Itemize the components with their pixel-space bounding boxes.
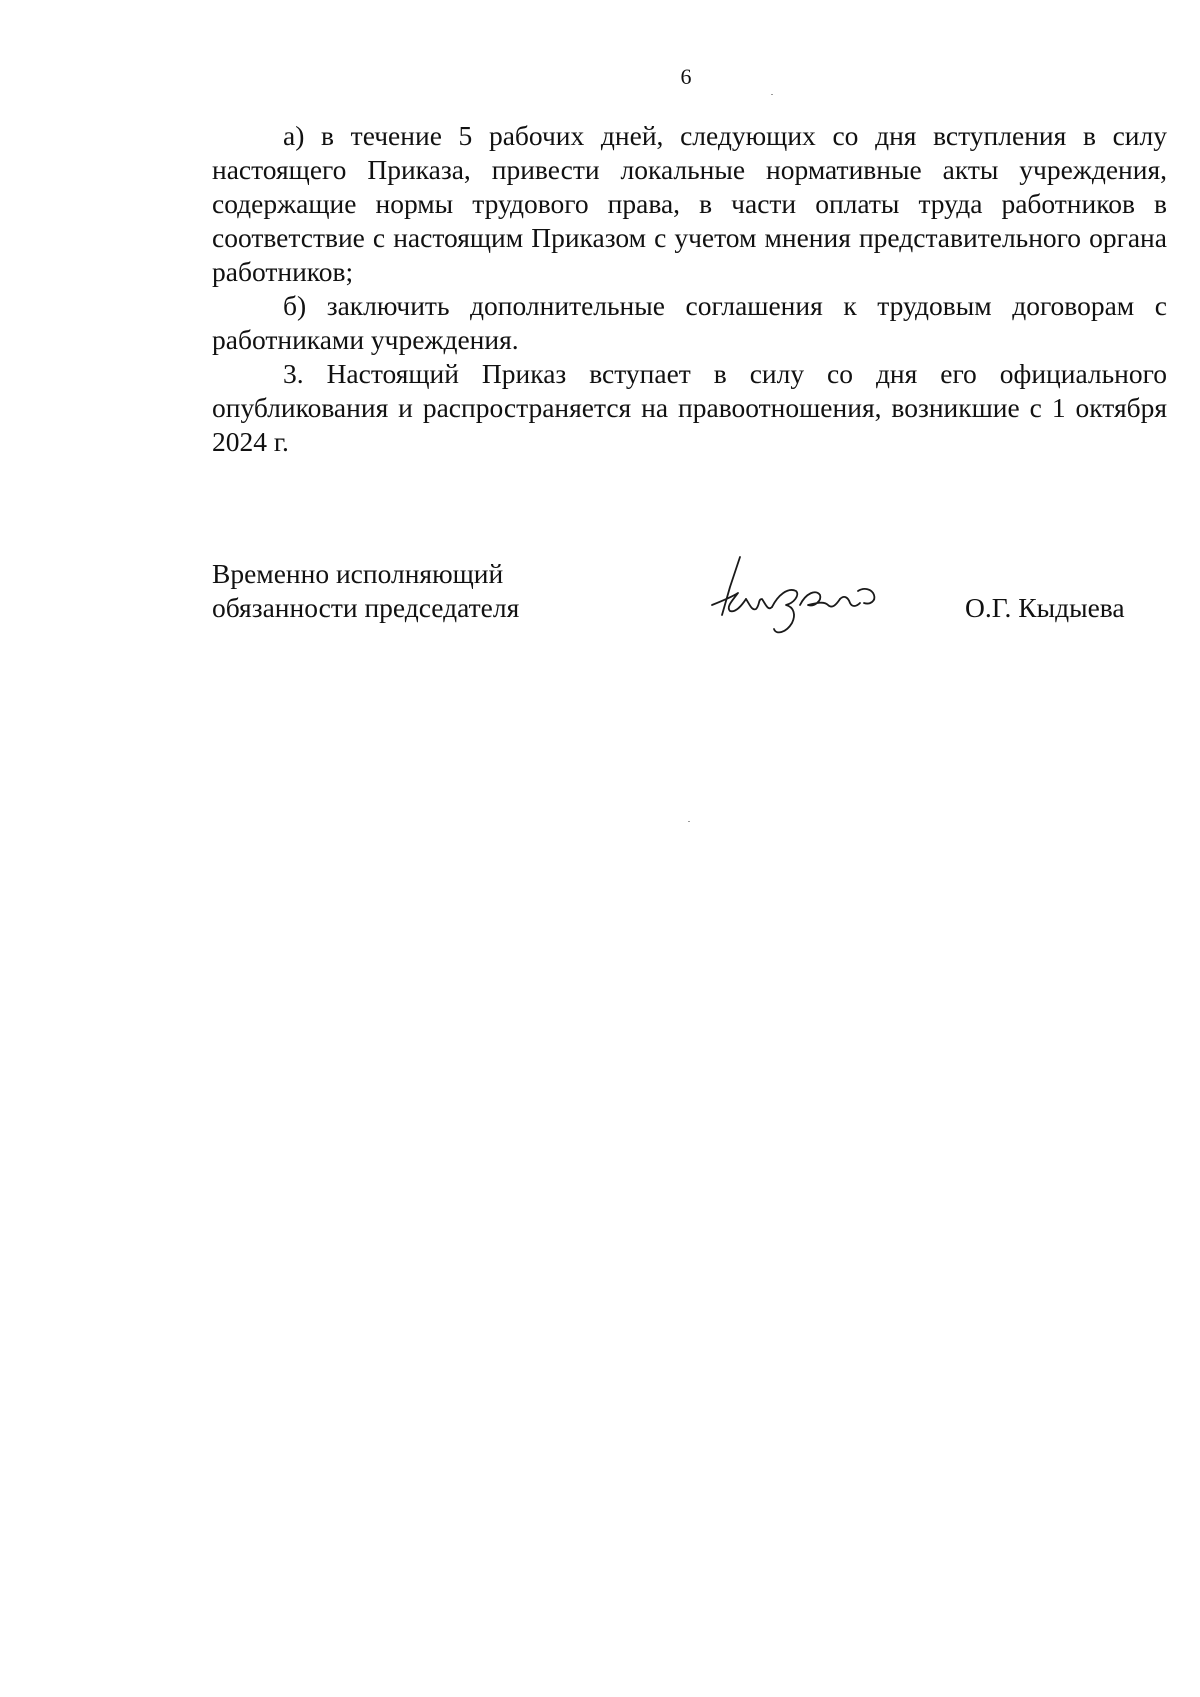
scan-speck xyxy=(771,94,773,95)
signer-name: О.Г. Кыдыева xyxy=(965,592,1125,623)
handwritten-signature xyxy=(696,549,896,649)
scan-speck xyxy=(688,821,690,822)
paragraph-2a: а) в течение 5 рабочих дней, следующих со дня вступления в силу настоящего Приказа, привести локальные нормативные акты учреждения, содержащие нормы трудового права, в части оплаты труда работников в соответствие с настоящим Приказом с учетом мнения представительного органа работников; xyxy=(212,120,1167,287)
signature-block xyxy=(212,557,1172,667)
position-line-1: Временно исполняющий xyxy=(212,558,504,589)
signer-position xyxy=(212,557,612,625)
document-body xyxy=(212,119,1167,459)
position-line-2: обязанности председателя xyxy=(212,592,520,623)
paragraph-2b: б) заключить дополнительные соглашения к трудовым договорам с работниками учреждения. xyxy=(212,290,1167,355)
page-number: 6 xyxy=(680,64,692,89)
paragraph-3: 3. Настоящий Приказ вступает в силу со дня его официального опубликования и распространяется на правоотношения, возникшие с 1 октября 2024 г. xyxy=(212,358,1167,457)
